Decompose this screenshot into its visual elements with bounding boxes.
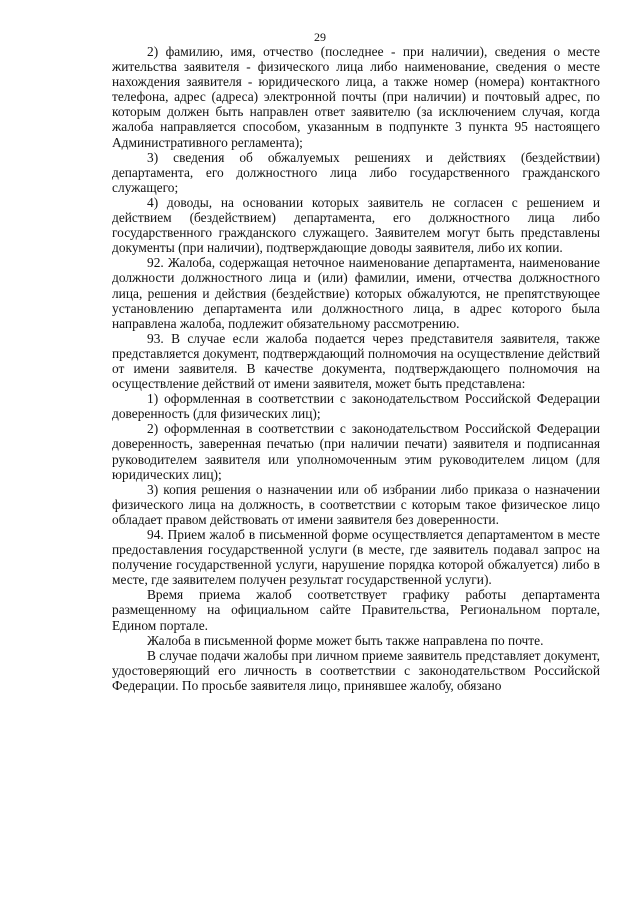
paragraph: 3) копия решения о назначении или об избрании либо приказа о назначении физического лица на должность, в соответствии с которым такое физическое лицо обладает правом действовать от имени заявителя без доверенности. bbox=[112, 481, 600, 527]
paragraph: 94. Прием жалоб в письменной форме осуществляется департаментом в месте предоставления государственной услуги (в месте, где заявитель подавал запрос на получение государственной услуги, нарушение порядка которой обжалуется) либо в месте, где заявителем получен результат государственной услуги). bbox=[112, 527, 600, 588]
page-number: 29 bbox=[314, 30, 326, 44]
paragraph: 2) фамилию, имя, отчество (последнее - при наличии), сведения о месте жительства заявителя - физического лица либо наименование, сведения о месте нахождения заявителя - юридического лица, а также номер (номера) контактного телефона, адрес (адреса) электронной почты (при наличии) и почтовый адрес, по которым должен быть направлен ответ заявителю (за исключением случая, когда жалоба направляется способом, указанным в подпункте 3 пункта 95 настоящего Административного регламента); bbox=[112, 44, 600, 150]
paragraph: Жалоба в письменной форме может быть также направлена по почте. bbox=[147, 632, 544, 648]
paragraph: Время приема жалоб соответствует графику работы департамента размещенному на официальном сайте Правительства, Региональном портале, Едином портале. bbox=[112, 587, 600, 633]
paragraph: 3) сведения об обжалуемых решениях и действиях (бездействии) департамента, его должностного лица либо государственного гражданского служащего; bbox=[112, 149, 600, 195]
paragraph: В случае подачи жалобы при личном приеме заявитель представляет документ, удостоверяющий его личность в соответствии с законодательством Российской Федерации. По просьбе заявителя лицо, принявшее жалобу, обязано bbox=[112, 647, 600, 693]
paragraph: 4) доводы, на основании которых заявитель не согласен с решением и действием (бездействием) департамента, его должностного лица либо государственного гражданского служащего. Заявителем могут быть представлены документы (при наличии), подтверждающие доводы заявителя, либо их копии. bbox=[112, 194, 600, 256]
paragraph: 92. Жалоба, содержащая неточное наименование департамента, наименование должности должностного лица и (или) фамилии, имени, отчества должностного лица, решения и действия (бездействие) которых обжалуются, не препятствующее установлению департамента или должностного лица, в адрес которого была направлена жалоба, подлежит обязательному рассмотрению. bbox=[112, 255, 600, 331]
paragraph: 1) оформленная в соответствии с законодательством Российской Федерации доверенность (для физических лиц); bbox=[112, 391, 600, 422]
document-body bbox=[112, 44, 600, 693]
paragraph: 2) оформленная в соответствии с законодательством Российской Федерации доверенность, заверенная печатью (при наличии печати) заявителя и подписанная руководителем заявителя или уполномоченным этим руководителем лицом (для юридических лиц); bbox=[112, 421, 600, 482]
paragraph: 93. В случае если жалоба подается через представителя заявителя, также представляется документ, подтверждающий полномочия на осуществление действий от имени заявителя. В качестве документа, подтверждающего полномочия на осуществление действий от имени заявителя, может быть представлена: bbox=[112, 330, 600, 392]
